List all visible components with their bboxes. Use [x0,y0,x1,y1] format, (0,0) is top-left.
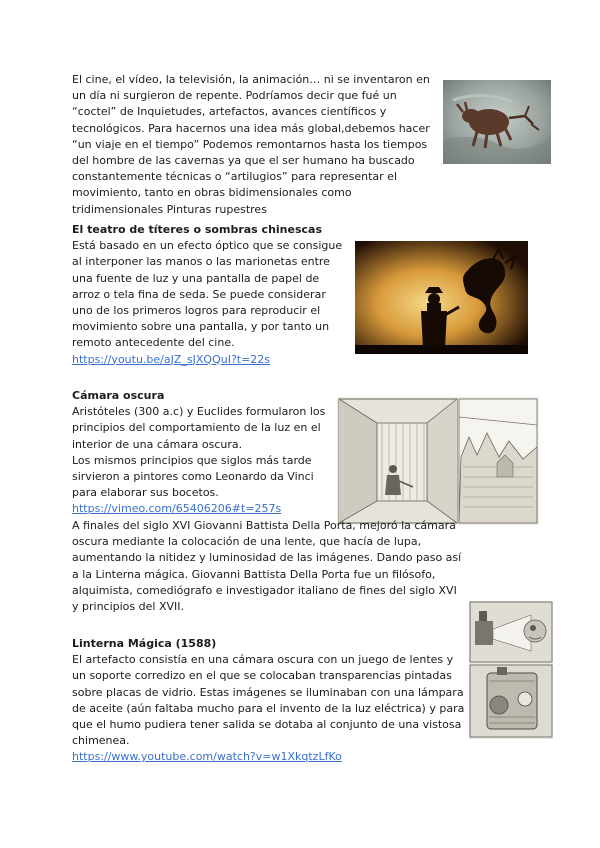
magic-lantern-engraving-image [469,601,553,739]
magic-lantern-text: El artefacto consistía en una cámara oscura con un juego de lentes y un soporte corredizo en el que se colocaban transparencias pintadas sobre placas de vidrio. Estas imágenes se iluminaban con una lámpara de aceite (aún faltaba mucho para el invento de la luz eléctrica) y para que el humo pudiera tener salida se dotaba al conjunto de una vistosa chimenea. [72,653,465,748]
camera-obscura-engraving-image [337,397,539,525]
cave-painting-image [443,80,551,164]
intro-paragraph [72,72,434,218]
shadow-theatre-link[interactable]: https://youtu.be/aJZ_sJXQQuI?t=22s [72,352,271,366]
shadow-theatre-text: Está basado en un efecto óptico que se consigue al interponer las manos o las marionetas entre una fuente de luz y una pantalla de papel de arroz o tela fina de seda. Se puede considerar uno de los primeros logros para reproducir el movimiento sobre una pantalla, y por tanto un remoto antecedente del cine. [72,239,343,350]
section-heading-shadow-theatre: El teatro de títeres o sombras chinescas [72,223,323,236]
camera-obscura-text-2: Los mismos principios que siglos más tarde sirvieron a pintores como Leonardo da Vinci para elaborar sus bocetos. [72,453,314,500]
section-heading-camera-obscura: Cámara oscura [72,389,165,402]
camera-obscura-section-top [72,388,334,518]
magic-lantern-link[interactable]: https://www.youtube.com/watch?v=w1XkqtzLfKo [72,750,342,764]
camera-obscura-link[interactable]: https://vimeo.com/65406206#t=257s [72,502,282,516]
section-heading-magic-lantern: Linterna Mágica (1588) [72,637,217,650]
shadow-puppet-image [355,241,528,354]
camera-obscura-text-1: Aristóteles (300 a.c) y Euclides formularon los principios del comportamiento de la luz en el interior de una cámara oscura. [72,405,326,451]
shadow-theatre-section [72,222,344,368]
camera-obscura-section-bottom [72,518,466,615]
intro-text: El cine, el vídeo, la televisión, la animación… ni se inventaron en un día ni surgieron de repente. Podríamos decir que fué un “coctel” de Inquietudes, artefactos, avances científicos y tecnológicos. Para hacernos una idea más global,debemos hacer “un viaje en el tiempo” Podemos remontarnos hasta los tiempos del hombre de las cavernas ya que el ser humano ha buscado constantemente técnicas o “artilugios” para representar el movimiento, tanto en obras bidimensionales como tridimensionales Pinturas rupestres [72,73,430,216]
camera-obscura-text-3: A finales del siglo XVI Giovanni Battista Della Porta, mejoró la cámara oscura mediante la colocación de una lente, que hacía de lupa, aumentando la nitidez y luminosidad de las imágenes. Dando paso así a la Linterna mágica. Giovanni Battista Della Porta fue un filósofo, alquimista, comediógrafo e investigador italiano de fines del siglo XVI y principios del XVII. [72,519,462,614]
magic-lantern-section [72,636,466,766]
